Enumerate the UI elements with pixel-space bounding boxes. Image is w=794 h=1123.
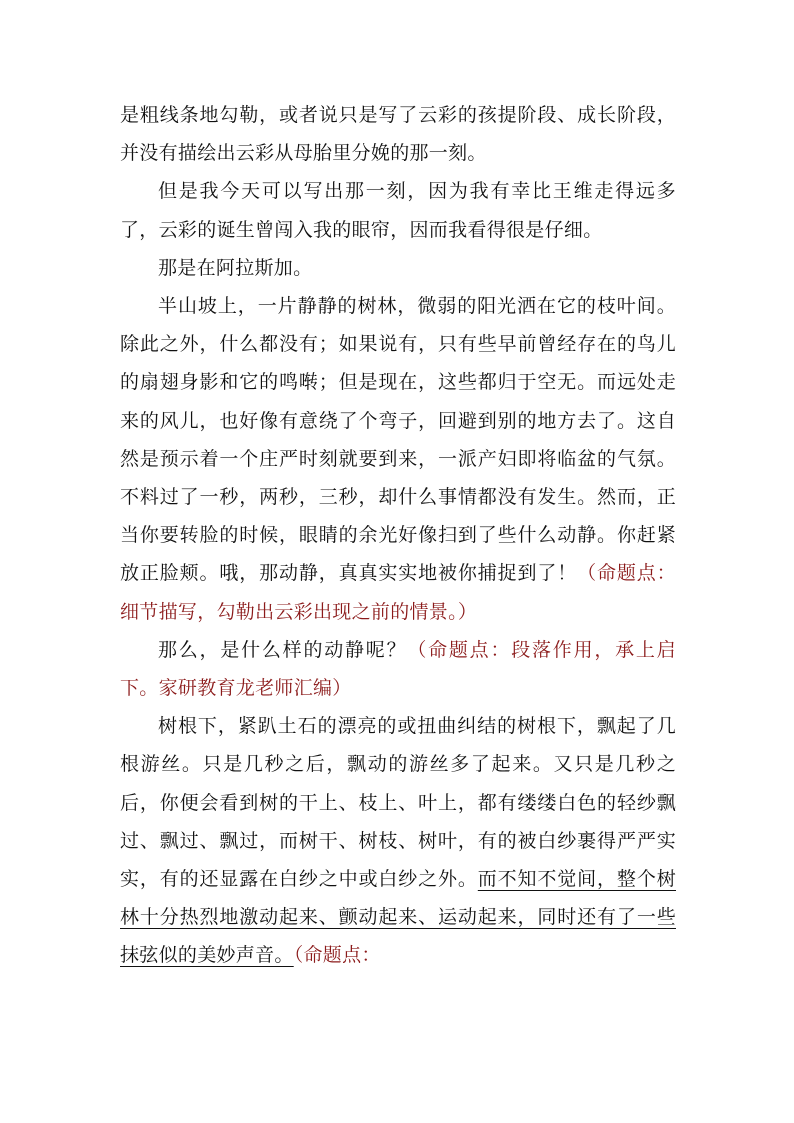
paragraph-text: 那么，是什么样的动静呢？ [158,638,408,661]
paragraph-wangwei [120,172,676,248]
annotation-note: （命题点：细节描写，勾勒出云彩出现之前的情景。） [120,562,676,623]
paragraph-transition [120,631,676,707]
paragraph-text: 树根下，紧趴土石的漂亮的或扭曲纠结的树根下，飘起了几根游丝。只是几秒之后，飘动的游丝多了起来。又只是几秒之后，你便会看到树的干上、枝上、叶上，都有缕缕白色的轻纱飘过、飘过、飘过，而树干、树枝、树叶，有的被白纱裹得严严实实，有的还显露在白纱之中或白纱之外。 [120,715,676,891]
paragraph-text: 是粗线条地勾勒，或者说只是写了云彩的孩提阶段、成长阶段，并没有描绘出云彩从母胎里分娩的那一刻。 [120,104,676,165]
paragraph-forest-scene [120,287,676,631]
paragraph-text: 但是我今天可以写出那一刻，因为我有幸比王维走得远多了，云彩的诞生曾闯入我的眼帘，因而我看得很是仔细。 [120,180,676,241]
paragraph-continuation [120,96,676,172]
annotation-note: （命题点：段落作用，承上启下。家研教育龙老师汇编） [120,638,676,700]
paragraph-alaska [120,249,676,287]
paragraph-text: 半山坡上，一片静静的树林，微弱的阳光洒在它的枝叶间。除此之外，什么都没有；如果说有，只有些早前曾经存在的鸟儿的扇翅身影和它的鸣啭；但是现在，这些都归于空无。而远处走来的风儿，也好像有意绕了个弯子，回避到别的地方去了。这自然是预示着一个庄严时刻就要到来，一派产妇即将临盆的气氛。不料过了一秒，两秒，三秒，却什么事情都没有发生。然而，正当你要转脸的时候，眼睛的余光好像扫到了些什么动静。你赶紧放正脸颊。哦，那动静，真真实实地被你捕捉到了！ [120,295,676,585]
paragraph-mist [120,707,676,974]
annotation-note: （命题点： [293,944,381,967]
document-page [120,96,676,975]
paragraph-text: 那是在阿拉斯加。 [158,256,313,279]
underlined-sentence: 而不知不觉间，整个树林十分热烈地激动起来、颤动起来、运动起来，同时还有了一些抹弦似的美妙声音。 [120,868,676,967]
